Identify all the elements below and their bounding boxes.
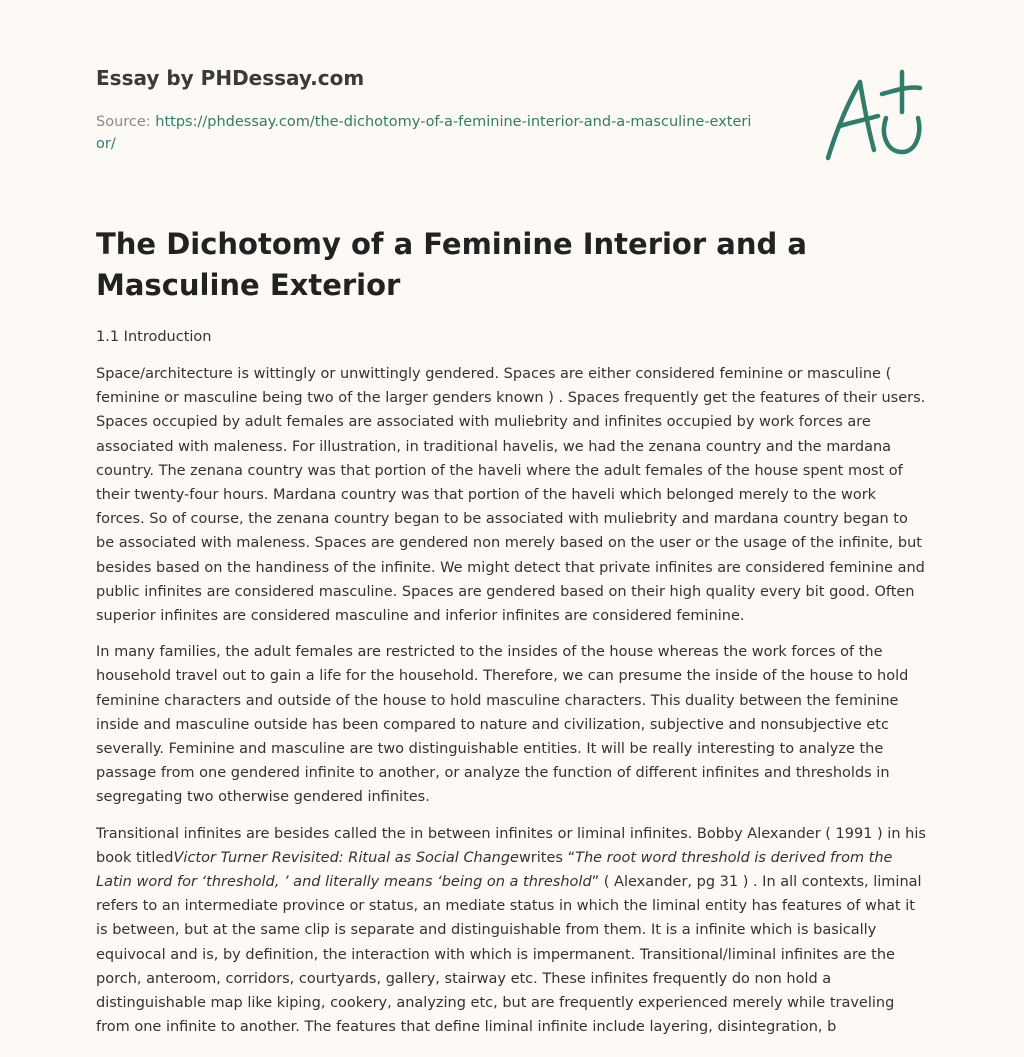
section-heading: 1.1 Introduction <box>96 329 212 345</box>
page-title: The Dichotomy of a Feminine Interior and a Masculine Exterior <box>96 227 807 302</box>
source-link[interactable]: https://phdessay.com/the-dichotomy-of-a-feminine-interior-and-a-masculine-exterior/ <box>96 114 752 152</box>
book-title: Victor Turner Revisited: Ritual as Social Change <box>173 849 519 866</box>
a-plus-logo-icon <box>822 66 932 166</box>
source-line <box>96 111 756 155</box>
article-body <box>96 326 928 1051</box>
brand-name: Essay by PHDessay.com <box>96 66 365 90</box>
paragraph-2: In many families, the adult females are restricted to the insides of the house whereas the work forces of the household travel out to gain a life for the household. Therefore, we can presume the inside of the house to hold feminine characters and outside of the house to hold masculine characters. This duality between the feminine inside and masculine outside has been compared to nature and civilization, subjective and nonsubjective etc severally. Feminine and masculine are two distinguishable entities. It will be really interesting to analyze the passage from one gendered infinite to another, or analyze the function of different infinites and thresholds in segregating two otherwise gendered infinites. <box>96 644 909 806</box>
document-page <box>96 0 928 1057</box>
paragraph-3 <box>96 822 928 1040</box>
paragraph-1: Space/architecture is wittingly or unwittingly gendered. Spaces are either considered feminine or masculine ( feminine or masculine being two of the larger genders known ) . Spaces frequently get the features of their users. Spaces occupied by adult females are associated with muliebrity and infinites occupied by work forces are associated with maleness. For illustration, in traditional havelis, we had the zenana country and the mardana country. The zenana country was that portion of the haveli where the adult females of the house spent most of their twenty-four hours. Mardana country was that portion of the haveli which belonged merely to the work forces. So of course, the zenana country began to be associated with muliebrity and mardana country began to be associated with maleness. Spaces are gendered non merely based on the user or the usage of the infinite, but besides based on the handiness of the infinite. We might detect that private infinites are considered feminine and public infinites are considered masculine. Spaces are gendered based on their high quality every bit good. Often superior infinites are considered masculine and inferior infinites are considered feminine. <box>96 366 926 625</box>
paragraph-3-part-2: writes “ <box>518 849 576 866</box>
paragraph-3-part-3: ” ( Alexander, pg 31 ) . In all contexts, liminal refers to an intermediate province or status, an mediate status in which the liminal entity has features of what it is between, but at the same clip is separate and distinguishable from them. It is a infinite which is basically equivocal and is, by definition, the interaction with which is impermanent. Transitional/liminal infinites are the porch, anteroom, corridors, courtyards, gallery, stairway etc. These infinites frequently do non hold a distinguishable map like kiping, cookery, analyzing etc, but are frequently experienced merely while traveling from one infinite to another. The features that define liminal infinite include layering, disintegration, b <box>96 874 922 1036</box>
quoted-text: The root word threshold is derived from the Latin word for ‘threshold, ’ and literally means ‘being on a threshold <box>96 849 893 891</box>
source-label: Source: <box>96 114 156 130</box>
paragraph-3-part-1: Transitional infinites are besides called the in between infinites or liminal infinites. Bobby Alexander ( 1991 ) in his book titled <box>96 825 926 866</box>
